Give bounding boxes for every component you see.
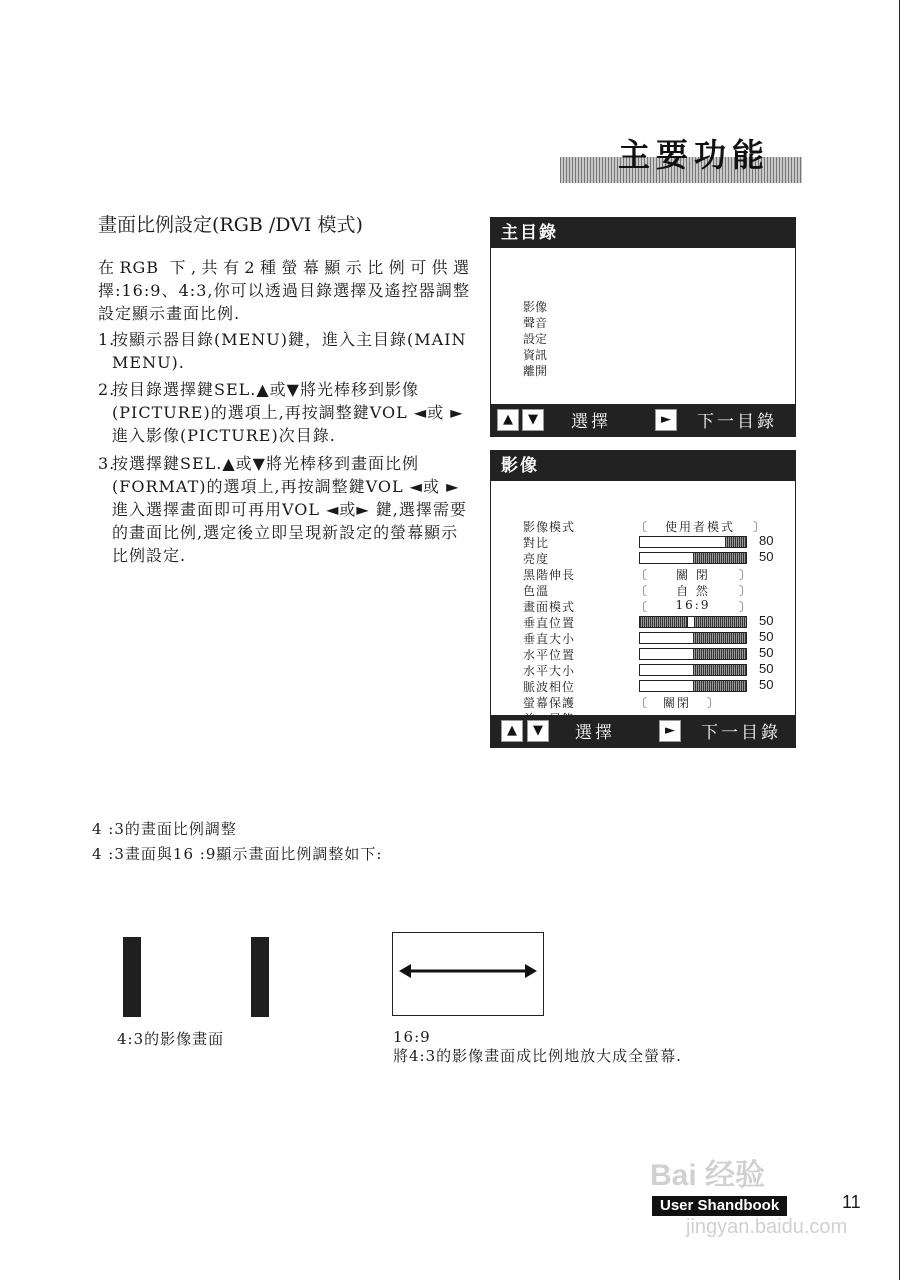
watermark: Bai 经验 jingyan.baidu.com [650,1159,848,1238]
picture-menu-footer [491,715,795,747]
aspect-subheading: 4 :3畫面與16 :9顯示畫面比例調整如下: [92,845,383,863]
row-label: 色溫 [523,584,550,598]
row-label: 影像模式 [523,520,576,534]
row-label: 螢幕保護 [523,696,576,710]
down-arrow-icon: ▼ [522,409,544,431]
main-menu-item-picture[interactable]: 影像 [523,300,548,314]
v-size-slider[interactable] [639,632,747,644]
stretch-arrow-icon [393,933,543,1015]
aspect-mode-row[interactable]: 畫面模式 〔 16:9 〕 [523,598,751,614]
step-2 [98,378,472,447]
h-position-slider[interactable] [639,648,747,660]
v-position-row[interactable] [523,614,793,630]
right-arrow-icon: ► [659,720,681,742]
row-label: 對比 [523,536,550,550]
caption-16-9-desc: 將4:3的影像畫面成比例地放大成全螢幕. [393,1047,682,1065]
main-menu-item-info[interactable]: 資訊 [523,348,548,362]
down-arrow-icon: ▼ [527,720,549,742]
brightness-row[interactable] [523,550,793,566]
black-stretch-row[interactable]: 黑階伸長 〔 關 閉 〕 [523,568,751,582]
row-value: 50 [759,677,774,692]
up-arrow-icon: ▲ [501,720,523,742]
picture-menu-title: 影像 [491,451,795,481]
screensaver-row[interactable]: 螢幕保護 〔 關閉 〕 [523,696,719,710]
picture-menu-panel [490,450,796,748]
step-number: 3. [98,454,116,473]
page-number: 11 [842,1192,861,1212]
row-label: 畫面模式 [523,600,576,614]
caption-4-3: 4:3的影像畫面 [117,1030,225,1048]
right-arrow-icon: ► [655,409,677,431]
row-value: 50 [759,629,774,644]
contrast-slider[interactable] [639,536,747,548]
row-value: 50 [759,645,774,660]
h-position-row[interactable] [523,646,793,662]
phase-slider[interactable] [639,680,747,692]
row-value: 50 [759,661,774,676]
figure-4-3-screen [123,937,269,1017]
footer-next-label: 下一目錄 [701,723,781,743]
figure-16-9-screen [392,932,544,1016]
section-title: 畫面比例設定(RGB /DVI 模式) [98,214,363,236]
page-header-title: 主要功能 [618,136,771,174]
main-menu-panel [490,217,796,437]
footer-next-label: 下一目錄 [697,412,777,432]
step-text: 按顯示器目錄(MENU)鍵，進入主目錄(MAIN MENU). [112,330,467,372]
row-value: 50 [759,549,774,564]
row-label: 水平大小 [523,664,576,678]
aspect-heading: 4 :3的畫面比例調整 [92,820,237,838]
phase-row[interactable] [523,678,793,694]
v-size-row[interactable] [523,630,793,646]
figure-4-3-image-area [141,937,251,1017]
row-value: 80 [759,533,774,548]
footer-select-label: 選擇 [571,412,611,432]
picture-mode-row[interactable]: 影像模式 〔 使用者模式 〕 [523,520,765,534]
h-size-row[interactable] [523,662,793,678]
v-position-slider[interactable] [639,616,747,628]
up-arrow-icon: ▲ [497,409,519,431]
step-text: 按目錄選擇鍵SEL.▲或▼將光棒移到影像(PICTURE)的選項上,再按調整鍵VOL ◄或 ► 進入影像(PICTURE)次目錄. [112,380,464,445]
step-3 [98,452,472,567]
row-label: 垂直位置 [523,616,576,630]
brand-logo: User Shandbook [652,1196,787,1216]
step-text: 按選擇鍵SEL.▲或▼將光棒移到畫面比例(FORMAT)的選項上,再按調整鍵VOL ◄或 ► 進入選擇畫面即可再用VOL ◄或► 鍵,選擇需要的畫面比例,選定後立即呈現新設定的螢幕顯示比例設定. [112,454,467,565]
main-menu-footer [491,404,795,436]
row-label: 垂直大小 [523,632,576,646]
step-number: 1. [98,330,116,349]
contrast-row[interactable] [523,534,793,550]
row-label: 水平位置 [523,648,576,662]
brightness-slider[interactable] [639,552,747,564]
page-edge-line [899,0,900,1280]
h-size-slider[interactable] [639,664,747,676]
main-menu-item-exit[interactable]: 離開 [523,364,548,378]
row-label: 亮度 [523,552,550,566]
footer-select-label: 選擇 [575,723,615,743]
color-temp-row[interactable]: 色溫 〔 自 然 〕 [523,584,751,598]
row-label: 脈波相位 [523,680,576,694]
main-menu-item-setup[interactable]: 設定 [523,332,548,346]
intro-paragraph: 在RGB 下,共有2種螢幕顯示比例可供選擇:16:9、4:3,你可以透過目錄選擇及遙控器調整設定顯示畫面比例. [98,258,470,323]
caption-16-9-title: 16:9 [393,1028,431,1046]
row-value: 50 [759,613,774,628]
step-1 [98,328,472,374]
row-label: 黑階伸長 [523,568,576,582]
main-menu-title: 主目錄 [491,218,795,248]
step-number: 2. [98,380,116,399]
main-menu-item-sound[interactable]: 聲音 [523,316,548,330]
slider-knob[interactable] [687,616,695,628]
